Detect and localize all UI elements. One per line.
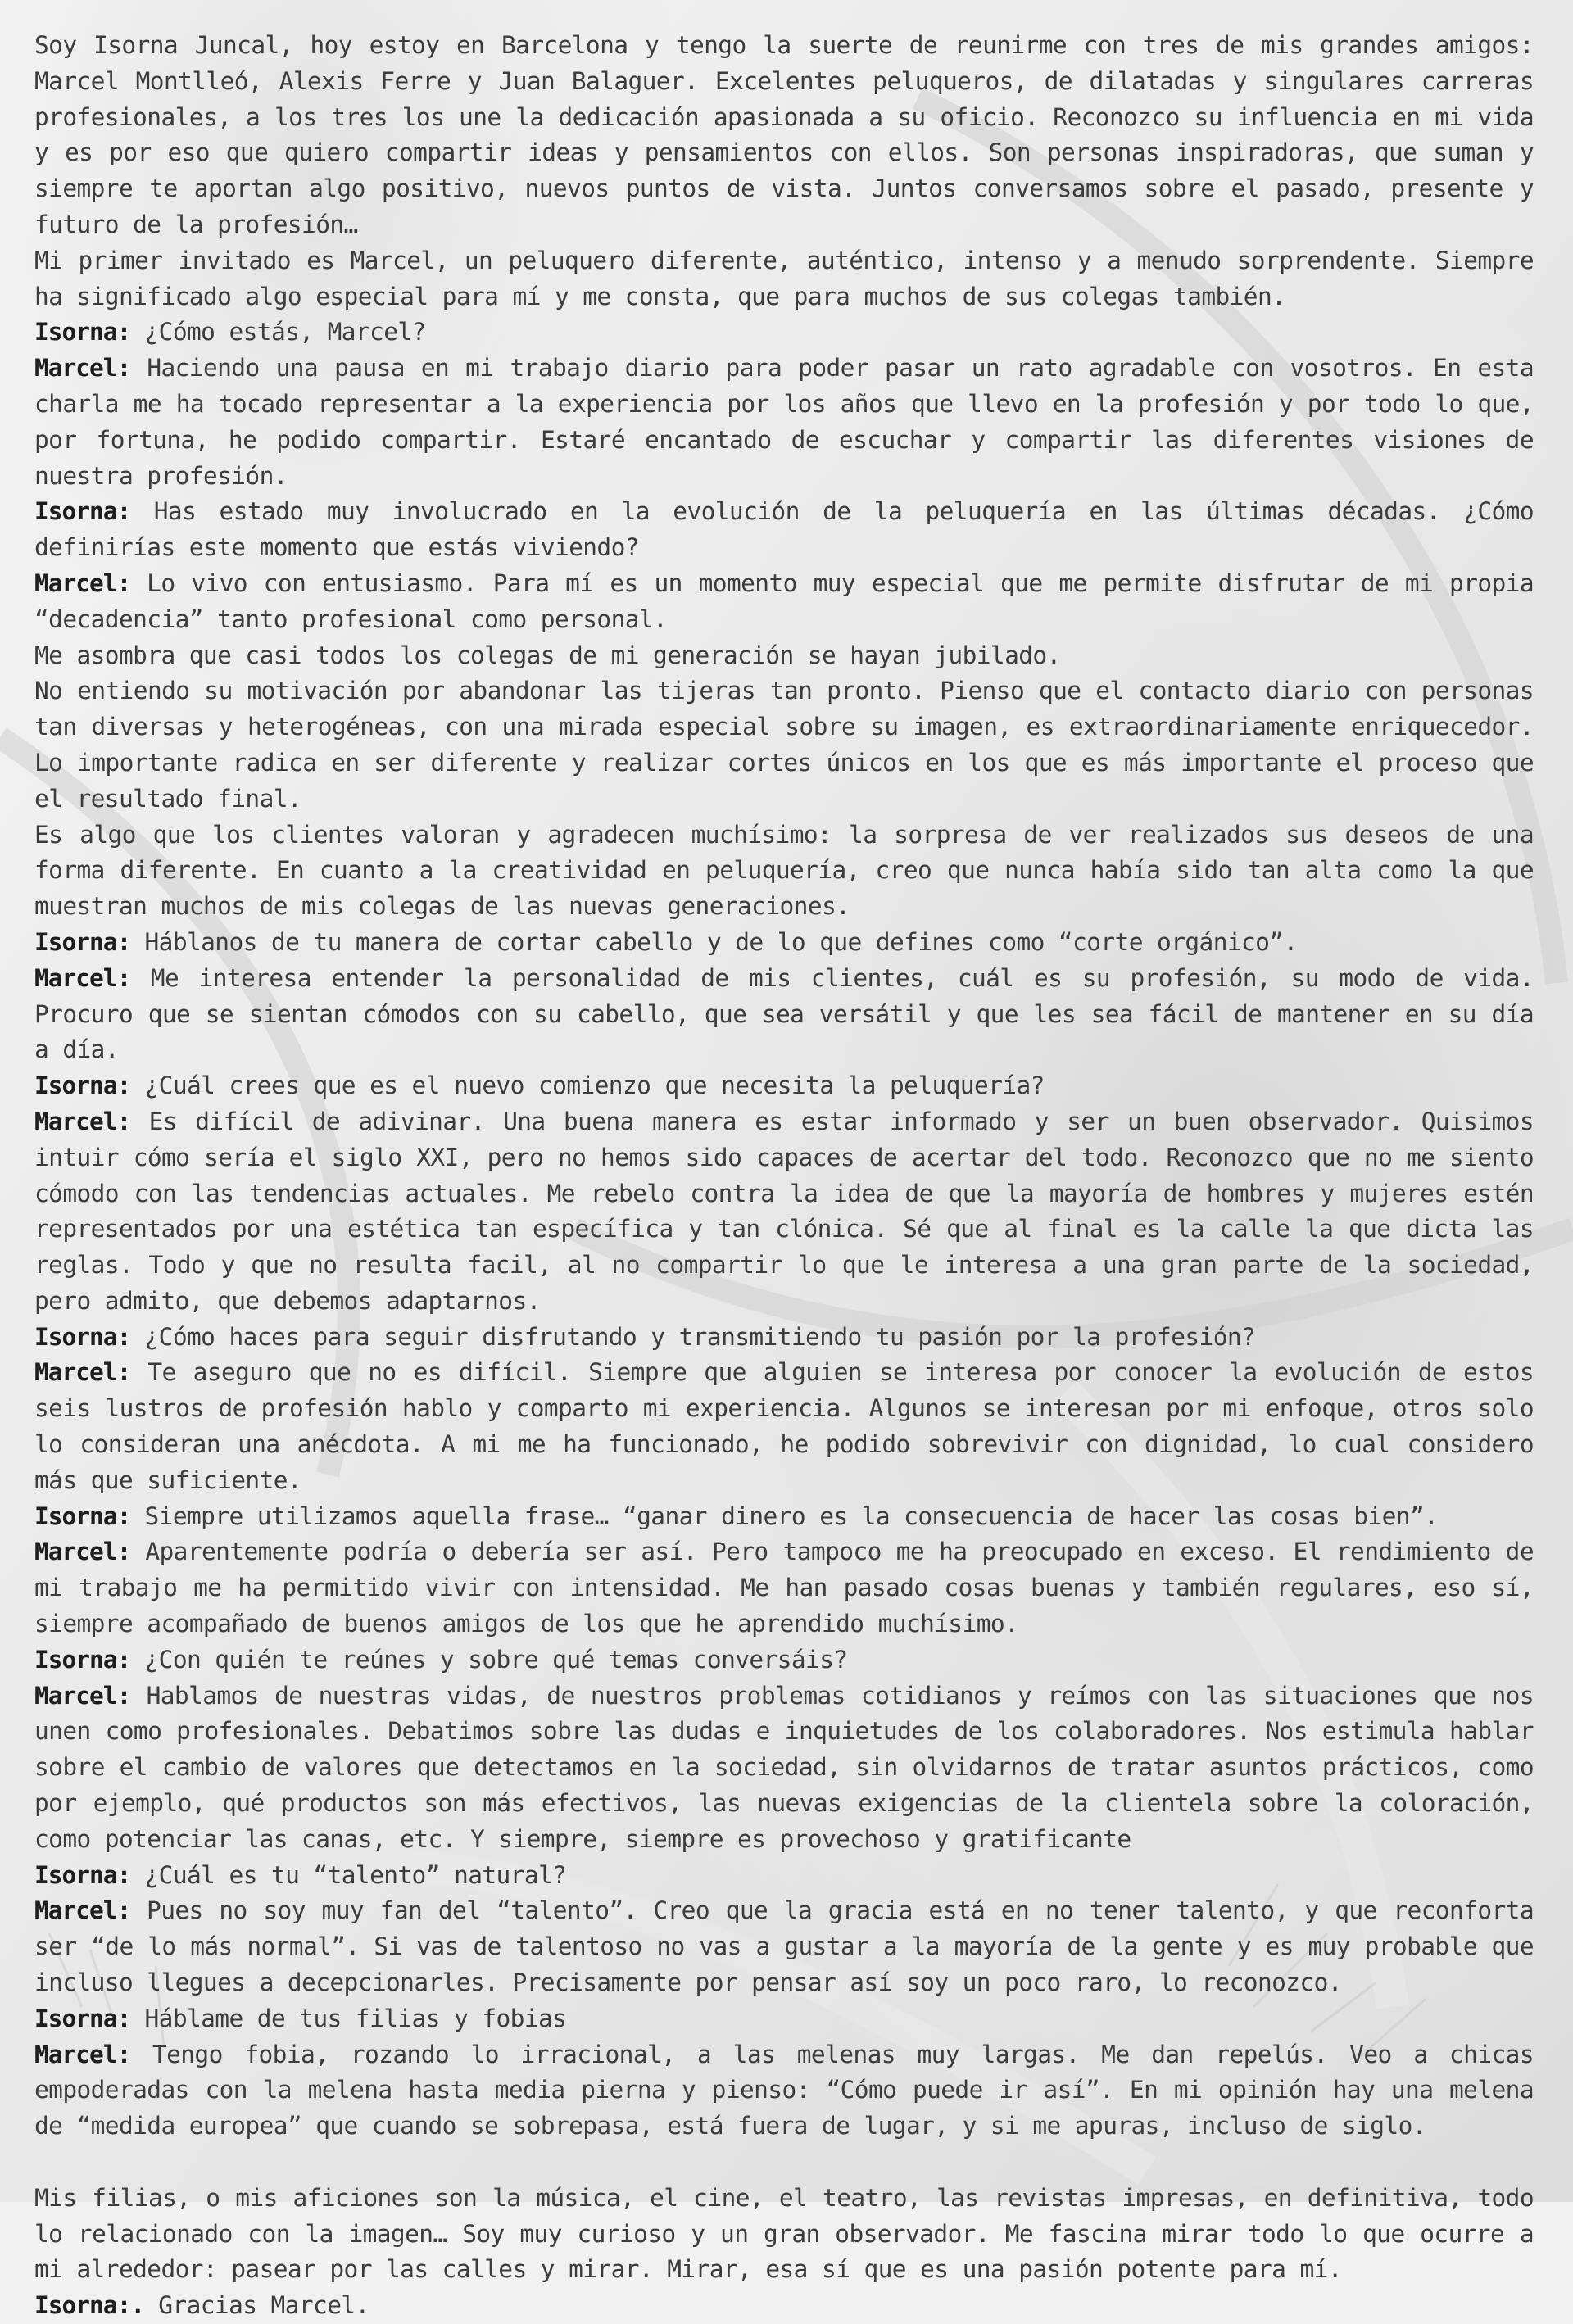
dialogue-line: [34, 1355, 1534, 1498]
dialogue-line: [34, 351, 1534, 494]
speaker-label: Marcel:: [34, 569, 131, 597]
dialogue-line: [34, 1104, 1534, 1320]
speaker-label: Isorna:: [34, 318, 131, 347]
paragraph-text: Me interesa entender la personalidad de mis clientes, cuál es su profesión, su modo de vida. Procuro que se sientan cómodos con su cabello, que sea versátil y que les sea fácil de mantener en su día a día.: [34, 963, 1534, 1064]
dialogue-line: [34, 2037, 1534, 2145]
speaker-label: Isorna:: [34, 2004, 131, 2032]
paragraph-text: Has estado muy involucrado en la evolución de la peluquería en las últimas décadas. ¿Cómo definirías este momento que estás viviendo?: [34, 497, 1534, 562]
dialogue-line: [34, 1893, 1534, 2000]
paragraph-text: Pues no soy muy fan del “talento”. Creo que la gracia está en no tener talento, y que reconforta ser “de lo más normal”. Si vas de talentoso no vas a gustar a la mayoría de la gente y es muy probable que incluso llegues a decepcionarles. Precisamente por pensar así soy un poco raro, lo reconozco.: [34, 1896, 1534, 1997]
paragraph-text: Lo vivo con entusiasmo. Para mí es un momento muy especial que me permite disfrutar de mi propia “decadencia” tanto profesional como personal.: [34, 569, 1534, 633]
dialogue-line: [34, 1320, 1534, 1356]
dialogue-line: [34, 2001, 1534, 2037]
speaker-label: Isorna:: [34, 1502, 131, 1530]
speaker-label: Isorna:: [34, 1071, 131, 1100]
paragraph-text: No entiendo su motivación por abandonar las tijeras tan pronto. Pienso que el contacto diario con personas tan diversas y heterogéneas, con una mirada especial sobre su imagen, es extraordinariamente enriquecedor. Lo importante radica en ser diferente y realizar cortes únicos en los que es más importante el proceso que el resultado final.: [34, 677, 1534, 813]
dialogue-line: [34, 494, 1534, 566]
paragraph: [34, 28, 1534, 243]
paragraph-text: Tengo fobia, rozando lo irracional, a las melenas muy largas. Me dan repelús. Veo a chicas empoderadas con la melena hasta media pierna y pienso: “Cómo puede ir así”. En mi opinión hay una melena de “medida europea” que cuando se sobrepasa, está fuera de lugar, y si me apuras, incluso de siglo.: [34, 2040, 1534, 2141]
speaker-label: Marcel:: [34, 1538, 131, 1566]
paragraph-text: ¿Con quién te reúnes y sobre qué temas conversáis?: [144, 1645, 848, 1674]
paragraph-text: Siempre utilizamos aquella frase… “ganar dinero es la consecuencia de hacer las cosas bien”.: [144, 1502, 1439, 1530]
dialogue-line: [34, 1068, 1534, 1104]
speaker-label: Marcel:: [34, 2040, 131, 2068]
dialogue-line: [34, 566, 1534, 638]
dialogue-line: [34, 315, 1534, 351]
paragraph-text: ¿Cómo haces para seguir disfrutando y transmitiendo tu pasión por la profesión?: [144, 1322, 1256, 1351]
speaker-label: Isorna:: [34, 927, 131, 956]
speaker-label: Marcel:: [34, 354, 131, 383]
paragraph: [34, 243, 1534, 315]
dialogue-line: [34, 1499, 1534, 1535]
paragraph: [34, 818, 1534, 925]
paragraph-text: ¿Cuál es tu “talento” natural?: [144, 1860, 567, 1889]
paragraph-text: Gracias Marcel.: [158, 2291, 369, 2320]
dialogue-line: [34, 1678, 1534, 1858]
paragraph-text: Háblanos de tu manera de cortar cabello y de lo que defines como “corte orgánico”.: [144, 927, 1298, 956]
paragraph-text: Es algo que los clientes valoran y agradecen muchísimo: la sorpresa de ver realizados sus deseos de una forma diferente. En cuanto a la creatividad en peluquería, creo que nunca había sido tan alta como la que muestran muchos de mis colegas de las nuevas generaciones.: [34, 820, 1534, 921]
dialogue-line: [34, 925, 1534, 961]
paragraph-text: Es difícil de adivinar. Una buena manera es estar informado y ser un buen observador. Quisimos intuir cómo sería el siglo XXI, pero no hemos sido capaces de acertar del todo. Reconozco que no me siento cómodo con las tendencias actuales. Me rebelo contra la idea de que la mayoría de hombres y mujeres estén representados por una estética tan específica y tan clónica. Sé que al final es la calle la que dicta las reglas. Todo y que no resulta facil, al no compartir lo que le interesa a una gran parte de la sociedad, pero admito, que debemos adaptarnos.: [34, 1107, 1534, 1315]
dialogue-line: [34, 961, 1534, 1068]
speaker-label: Marcel:: [34, 1896, 131, 1925]
paragraph-text: Me asombra que casi todos los colegas de mi generación se hayan jubilado.: [34, 641, 1061, 669]
speaker-label: Isorna:: [34, 497, 131, 526]
paragraph-text: Haciendo una pausa en mi trabajo diario para poder pasar un rato agradable con vosotros. En esta charla me ha tocado representar a la experiencia por los años que llevo en la profesión y por todo lo que, por fortuna, he podido compartir. Estaré encantado de escuchar y compartir las diferentes visiones de nuestra profesión.: [34, 354, 1534, 490]
paragraph-spacer: [34, 2145, 1534, 2181]
paragraph: [34, 638, 1534, 674]
paragraph-text: Te aseguro que no es difícil. Siempre que alguien se interesa por conocer la evolución de estos seis lustros de profesión hablo y comparto mi experiencia. Algunos se interesan por mi enfoque, otros solo lo consideran una anécdota. A mi me ha funcionado, he podido sobrevivir con dignidad, lo cual considero más que suficiente.: [34, 1358, 1534, 1494]
speaker-label: Marcel:: [34, 1681, 131, 1710]
paragraph-text: Hablamos de nuestras vidas, de nuestros problemas cotidianos y reímos con las situaciones que nos unen como profesionales. Debatimos sobre las dudas e inquietudes de los colaboradores. Nos estimula hablar sobre el cambio de valores que detectamos en la sociedad, sin olvidarnos de tratar asuntos prácticos, como por ejemplo, qué productos son más efectivos, las nuevas exigencias de la clientela sobre la coloración, como potenciar las canas, etc. Y siempre, siempre es provechoso y gratificante: [34, 1681, 1534, 1853]
paragraph: [34, 673, 1534, 817]
speaker-label: Isorna:: [34, 1322, 131, 1351]
speaker-label: Marcel:: [34, 1107, 131, 1135]
speaker-label: Isorna:.: [34, 2291, 145, 2320]
speaker-label: Marcel:: [34, 963, 131, 992]
paragraph-text: Aparentemente podría o debería ser así. Pero tampoco me ha preocupado en exceso. El rendimiento de mi trabajo me ha permitido vivir con intensidad. Me han pasado cosas buenas y también regulares, eso sí, siempre acompañado de buenos amigos de los que he aprendido muchísimo.: [34, 1538, 1534, 1638]
interview-article: [34, 28, 1534, 2324]
dialogue-line: [34, 1642, 1534, 1678]
speaker-label: Marcel:: [34, 1358, 131, 1387]
paragraph-text: Soy Isorna Juncal, hoy estoy en Barcelona y tengo la suerte de reunirme con tres de mis grandes amigos: Marcel Montlleó, Alexis Ferre y Juan Balaguer. Excelentes peluqueros, de dilatadas y singulares carreras profesionales, a los tres los une la dedicación apasionada a su oficio. Reconozco su influencia en mi vida y es por eso que quiero compartir ideas y pensamientos con ellos. Son personas inspiradoras, que suman y siempre te aportan algo positivo, nuevos puntos de vista. Juntos conversamos sobre el pasado, presente y futuro de la profesión…: [34, 31, 1534, 238]
dialogue-line: [34, 1534, 1534, 1642]
dialogue-line: [34, 2288, 1534, 2324]
paragraph-text: ¿Cuál crees que es el nuevo comienzo que necesita la peluquería?: [144, 1071, 1045, 1100]
paragraph-text: Mi primer invitado es Marcel, un peluquero diferente, auténtico, intenso y a menudo sorprendente. Siempre ha significado algo especial para mí y me consta, que para muchos de sus colegas también.: [34, 246, 1534, 310]
paragraph-text: Háblame de tus filias y fobias: [144, 2004, 567, 2032]
paragraph-text: ¿Cómo estás, Marcel?: [144, 318, 426, 347]
speaker-label: Isorna:: [34, 1645, 131, 1674]
paragraph-text: Mis filias, o mis aficiones son la música, el cine, el teatro, las revistas impresas, en definitiva, todo lo relacionado con la imagen… Soy muy curioso y un gran observador. Me fascina mirar todo lo que ocurre a mi alrededor: pasear por las calles y mirar. Mirar, esa sí que es una pasión potente para mí.: [34, 2183, 1534, 2284]
dialogue-line: [34, 1858, 1534, 1894]
speaker-label: Isorna:: [34, 1860, 131, 1889]
paragraph: [34, 2181, 1534, 2288]
